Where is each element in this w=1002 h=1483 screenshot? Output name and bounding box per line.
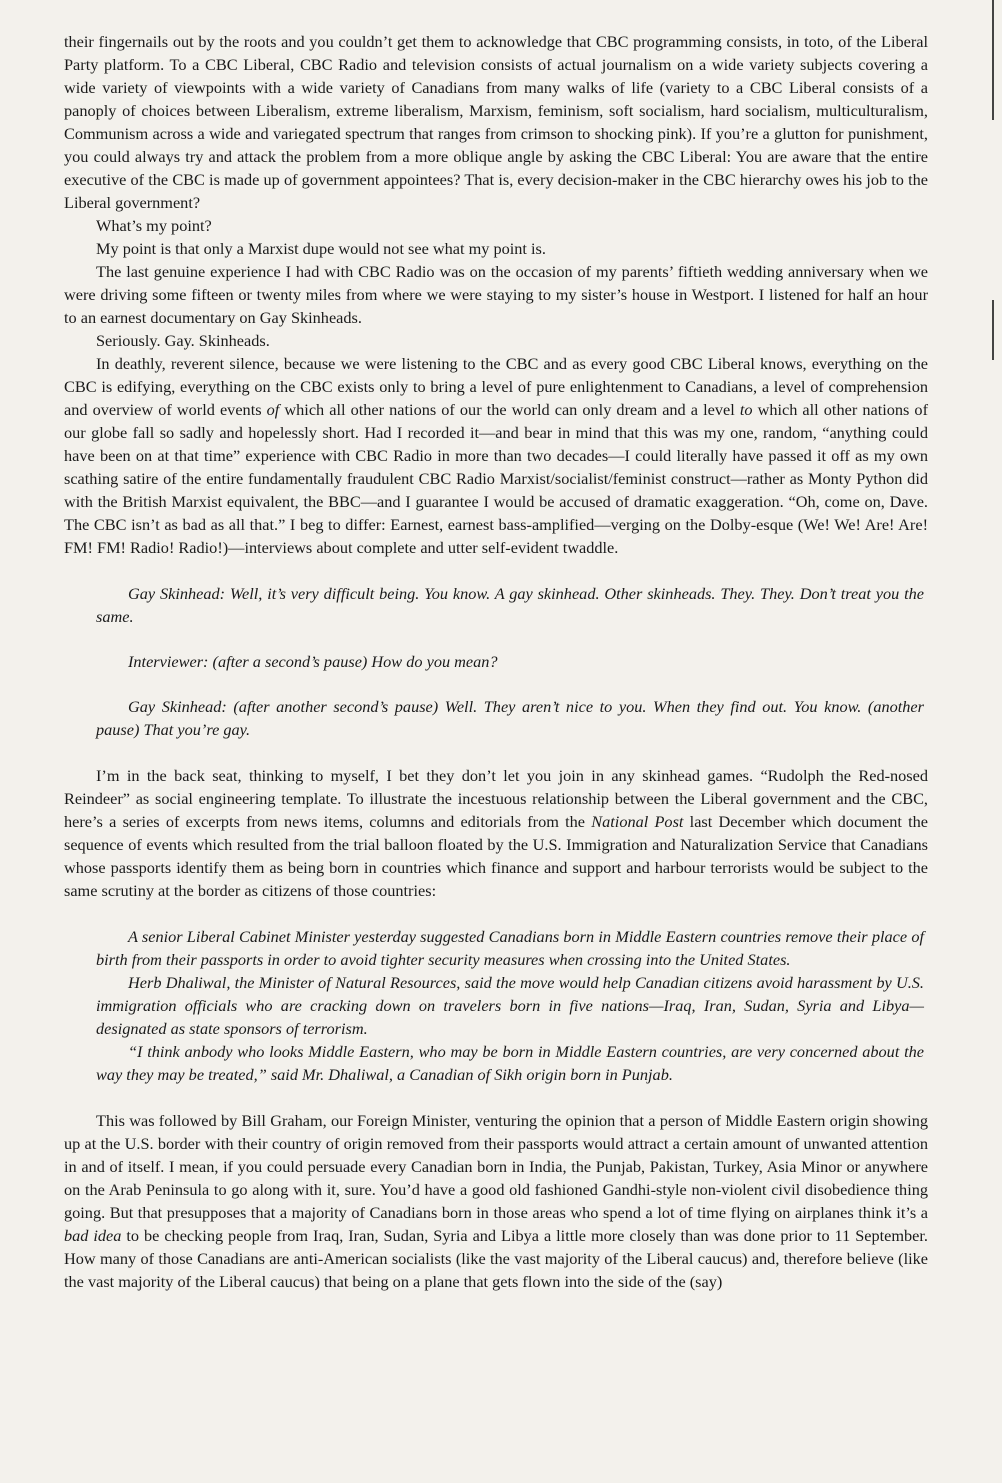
quote-line: Gay Skinhead: Well, it’s very difficult being. You know. A gay skinhead. Other skinheads. They. They. Don’t treat you the same. [96, 584, 924, 626]
paragraph: My point is that only a Marxist dupe would not see what my point is. [96, 239, 546, 258]
text-run: which all other nations of our the world can only dream and a level [279, 400, 740, 419]
paragraph: their fingernails out by the roots and you couldn’t get them to acknowledge that CBC programming consists, in toto, of the Liberal Party platform. To a CBC Liberal, CBC Radio and television consists of actual journalism on a wide variety subjects covering a wide variety of viewpoints with a wide variety of Canadians from many walks of life (variety to a CBC Liberal consists of a panoply of choices between Liberalism, extreme liberalism, Marxism, feminism, soft socialism, hard socialism, multiculturalism, Communism across a wide and variegated spectrum that ranges from crimson to shocking pink). If you’re a glutton for punishment, you could always try and attack the problem from a more oblique angle by asking the CBC Liberal: You are aware that the entire executive of the CBC is made up of government appointees? That is, every decision-maker in the CBC hierarchy owes his job to the Liberal government? [64, 32, 928, 212]
page-body [64, 30, 928, 1293]
quote-line: Herb Dhaliwal, the Minister of Natural Resources, said the move would help Canadian citizens avoid harassment by U.S. immigration officials who are cracking down on travelers born in five nations—Iraq, Iran, Sudan, Syria and Libya—designated as state sponsors of terrorism. [96, 973, 924, 1038]
text-run: I’m in the back seat, thinking to myself, I bet they don’t let you join in any skinhead games. “Rudolph the Red-nosed Reindeer” as social engineering template. To illustrate the incestuous relationship between the Liberal government and the CBC, here’s a series of excerpts from news items, columns and editorials from the [64, 766, 928, 831]
text-run: to be checking people from Iraq, Iran, Sudan, Syria and Libya a little more closely than was done prior to 11 September. How many of those Canadians are anti-American socialists (like the vast majority of the Liberal caucus) and, therefore believe (like the vast majority of the Liberal caucus) that being on a plane that gets flown into the side of the (say) [64, 1226, 928, 1291]
interview-quote [96, 582, 924, 741]
scan-edge-mark [992, 0, 994, 120]
quote-line: Gay Skinhead: (after another second’s pause) Well. They aren’t nice to you. When they find out. You know. (another pause) That you’re gay. [96, 697, 924, 739]
quote-line: Interviewer: (after a second’s pause) How do you mean? [128, 652, 498, 671]
quote-line: A senior Liberal Cabinet Minister yesterday suggested Canadians born in Middle Eastern countries remove their place of birth from their passports in order to avoid tighter security measures when crossing into the United States. [96, 927, 924, 969]
emphasis: to [739, 400, 753, 419]
paragraph [64, 1109, 928, 1293]
emphasis: of [266, 400, 280, 419]
paragraph [64, 764, 928, 902]
paragraph: Seriously. Gay. Skinheads. [96, 331, 270, 350]
text-run: last December which document the sequence of events which resulted from the trial balloon floated by the U.S. Immigration and Naturalization Service that Canadians whose passports identify them as being born in countries which finance and support and harbour terrorists would be subject to the same scrutiny at the border as citizens of those countries: [64, 812, 928, 900]
emphasis: bad idea [64, 1226, 122, 1245]
news-excerpt-quote [96, 925, 924, 1086]
paragraph: The last genuine experience I had with CBC Radio was on the occasion of my parents’ fiftieth wedding anniversary when we were driving some fifteen or twenty miles from where we were staying to my sister’s house in Westport. I listened for half an hour to an earnest documentary on Gay Skinheads. [64, 262, 928, 327]
emphasis: National Post [591, 812, 684, 831]
text-run: which all other nations of our globe fall so sadly and hopelessly short. Had I recorded it—and bear in mind that this was my one, random, “anything could have been on at that time” experience with CBC Radio in more than two decades—I could literally have passed it off as my own scathing satire of the entire fundamentally fraudulent CBC Radio Marxist/socialist/feminist construct—rather as Monty Python did with the British Marxist equivalent, the BBC—and I guarantee I would be accused of dramatic exaggeration. “Oh, come on, Dave. The CBC isn’t as bad as all that.” I beg to differ: Earnest, earnest bass-amplified—verging on the Dolby-esque (We! We! Are! Are! FM! FM! Radio! Radio!)—interviews about complete and utter self-evident twaddle. [64, 400, 928, 557]
scan-edge-mark [992, 300, 994, 360]
paragraph [64, 352, 928, 559]
quote-line: “I think anbody who looks Middle Eastern, who may be born in Middle Eastern countries, are very concerned about the way they may be treated,” said Mr. Dhaliwal, a Canadian of Sikh origin born in Punjab. [96, 1042, 924, 1084]
text-run: In deathly, reverent silence, because we were listening to the CBC and as every good CBC Liberal knows, everything on the CBC is edifying, everything on the CBC exists only to bring a level of pure enlightenment to Canadians, a level of comprehension and overview of world events [64, 354, 928, 419]
paragraph: What’s my point? [96, 216, 212, 235]
text-run: This was followed by Bill Graham, our Foreign Minister, venturing the opinion that a person of Middle Eastern origin showing up at the U.S. border with their country of origin removed from their passports would attract a certain amount of unwanted attention in and of itself. I mean, if you could persuade every Canadian born in India, the Punjab, Pakistan, Turkey, Asia Minor or anywhere on the Arab Peninsula to go along with it, sure. You’d have a good old fashioned Gandhi-style non-violent civil disobedience thing going. But that presupposes that a majority of Canadians born in those areas who spend a lot of time flying on airplanes think it’s a [64, 1111, 928, 1222]
